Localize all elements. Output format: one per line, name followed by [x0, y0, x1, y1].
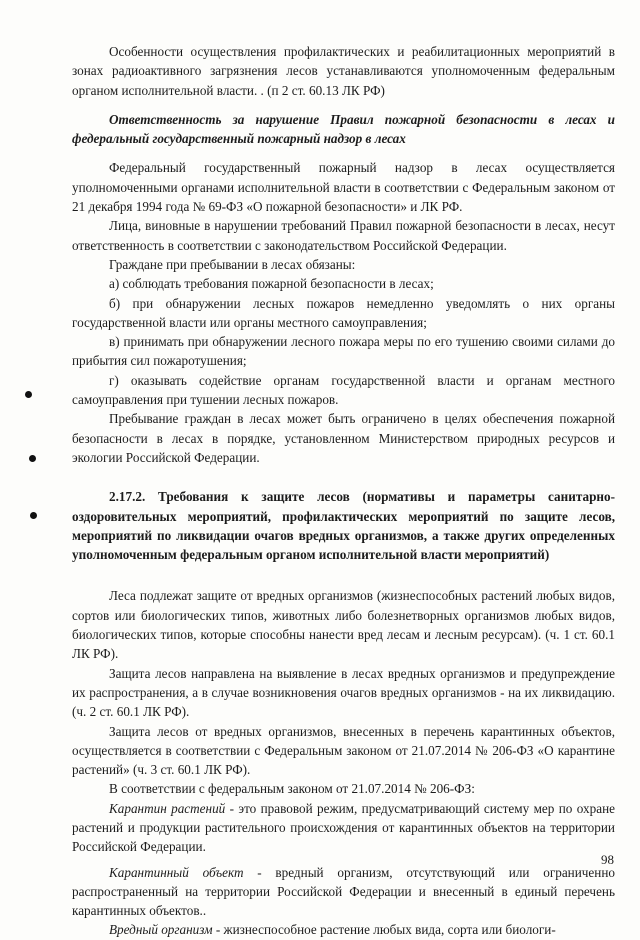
paragraph: Защита лесов направлена на выявление в лесах вредных организмов и предупреждение их распространения, а в случае возникновения очагов вредных организмов - на их ликвидацию. (ч. 2 ст. 60.1 ЛК РФ).: [72, 665, 615, 720]
term: Карантинный объект: [109, 864, 244, 880]
definition-text: - жизнеспособное растение любых вида, сорта или биологи-: [212, 922, 556, 938]
term: Вредный организм: [109, 922, 213, 938]
paragraph: Пребывание граждан в лесах может быть ограничено в целях обеспечения пожарной безопасности в лесах в порядке, установленном Министерством природных ресурсов и экологии Российской Федерации.: [72, 411, 615, 465]
binder-hole-mark: [25, 391, 32, 398]
paragraph: Федеральный государственный пожарный надзор в лесах осуществляется уполномоченными органами исполнительной власти в соответствии с Федеральным законом от 21 декабря 1994 года № 69-ФЗ «О пожарной безопасности» и ЛК РФ.: [72, 160, 615, 215]
paragraph: В соответствии с федеральным законом от 21.07.2014 № 206-ФЗ:: [109, 781, 475, 797]
term: Карантин растений: [109, 800, 226, 816]
paragraph: Леса подлежат защите от вредных организмов (жизнеспособных растений любых видов, сортов или биологических типов, животных либо болезнетворных организмов любых видов, биологических типов, которые способны нанести вред лесам и лесным ресурсам). (ч. 1 ст. 60.1 ЛК РФ).: [72, 588, 615, 662]
definition-paragraph: [72, 863, 615, 921]
list-item: в) принимать при обнаружении лесного пожара меры по его тушению своими силами до прибытия сил пожаротушения;: [72, 334, 615, 369]
binder-hole-mark: [30, 512, 37, 519]
list-item: б) при обнаружении лесных пожаров немедленно уведомлять о них органы государственной власти или органы местного самоуправления;: [72, 295, 615, 330]
list-item: а) соблюдать требования пожарной безопасности в лесах;: [109, 276, 434, 292]
paragraph: Защита лесов от вредных организмов, внесенных в перечень карантинных объектов, осуществляется в соответствии с Федеральным законом от 21.07.2014 № 206-ФЗ «О карантине растений» (ч. 3 ст. 60.1 ЛК РФ).: [72, 723, 615, 778]
page-number: 98: [601, 852, 614, 867]
definition-paragraph: [72, 799, 615, 857]
paragraph: Лица, виновные в нарушении требований Правил пожарной безопасности в лесах, несут ответственность в соответствии с законодательством Российской Федерации.: [72, 218, 615, 253]
paragraph: Граждане при пребывании в лесах обязаны:: [109, 256, 356, 272]
document-body: [72, 42, 615, 940]
binder-hole-mark: [29, 455, 36, 462]
definition-text: - это правовой режим, предусматривающий систему мер по охране растений и продукции растительного происхождения от карантинных объектов на территории Российской Федерации.: [72, 800, 615, 855]
list-item: г) оказывать содействие органам государственной власти и органам местного самоуправления при тушении лесных пожаров.: [72, 372, 615, 408]
paragraph: Особенности осуществления профилактических и реабилитационных мероприятий в зонах радиоактивного загрязнения лесов устанавливаются уполномоченным федеральным органом исполнительной власти. . (п 2 ст. 60.13 ЛК РФ): [72, 44, 615, 98]
section-heading: Ответственность за нарушение Правил пожарной безопасности в лесах и федеральный государственный пожарный надзор в лесах: [72, 111, 615, 147]
definition-paragraph: [72, 920, 615, 939]
section-heading: 2.17.2. Требования к защите лесов (нормативы и параметры санитарно-оздоровительных мероприятий, профилактических мероприятий по защите лесов, мероприятий по ликвидации очагов вредных организмов, а также других определенных уполномоченным федеральным органом исполнительной власти мероприятий): [72, 489, 615, 563]
definition-text: - вредный организм, отсутствующий или ограниченно распространенный на территории Российской Федерации и внесенный в единый перечень карантинных объектов..: [72, 864, 615, 919]
